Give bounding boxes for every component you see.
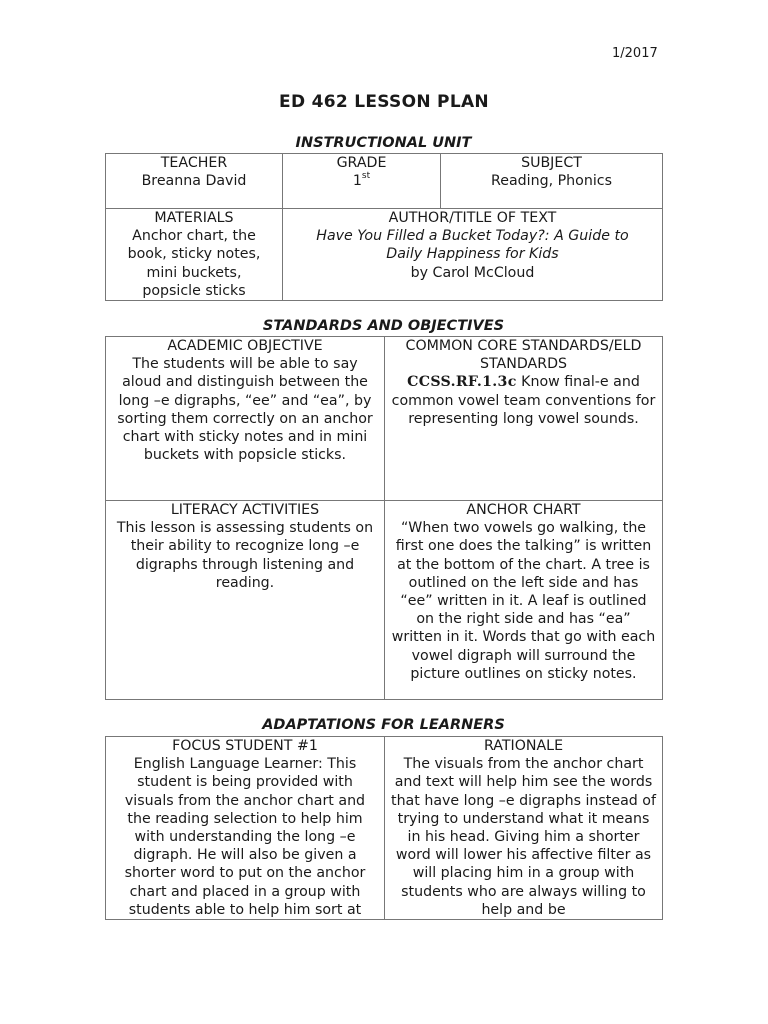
teacher-value: Breanna David	[141, 173, 247, 190]
rationale-cell	[385, 737, 663, 920]
text-label: AUTHOR/TITLE OF TEXT	[388, 210, 557, 226]
focus-student-text: English Language Learner: This student is being provided with visuals from the anchor chart and the reading selection to help him with understanding the long –e digraph. He will also be given a shorter word to put on the anchor chart and placed in a group with students able to help him sort at	[124, 756, 366, 918]
rationale-label: RATIONALE	[483, 738, 564, 754]
page-title: ED 462 LESSON PLAN	[279, 92, 489, 112]
common-core-text	[391, 373, 656, 428]
teacher-label: TEACHER	[160, 155, 228, 171]
rationale-text: The visuals from the anchor chart and text will help him see the words that have long –e digraphs instead of trying to understand what it means in his head. Giving him a shorter word will lower his affective filter as will placing him in a group with students who are always willing to help and be	[391, 756, 656, 918]
subject-label: SUBJECT	[521, 155, 582, 171]
anchor-chart-label: ANCHOR CHART	[466, 502, 581, 518]
materials-label: MATERIALS	[154, 210, 234, 226]
grade-suffix: st	[361, 171, 371, 182]
academic-objective-text: The students will be able to say aloud and distinguish between the long –e digraphs, “ee” and “ea”, by sorting them correctly on an anchor chart with sticky notes and in mini buckets with popsicle sticks.	[117, 356, 373, 464]
grade-label: GRADE	[336, 155, 387, 171]
focus-student-cell	[106, 737, 385, 920]
materials-value: Anchor chart, the book, sticky notes, mini buckets, popsicle sticks	[127, 228, 261, 299]
focus-student-label: FOCUS STUDENT #1	[172, 738, 318, 754]
subject-cell	[441, 154, 663, 209]
anchor-chart-text: “When two vowels go walking, the first one does the talking” is written at the bottom of the chart. A tree is outlined on the left side and has “ee” written in it. A leaf is outlined on the right side and has “ea” written in it. Words that go with each vowel digraph will surround the picture outlines on sticky notes.	[391, 520, 656, 682]
common-core-label: COMMON CORE STANDARDS/ELD STANDARDS	[405, 338, 642, 373]
common-core-cell	[385, 337, 663, 501]
literacy-activities-text: This lesson is assessing students on their ability to recognize long –e digraphs through listening and reading.	[116, 520, 374, 591]
instructional-unit-heading: INSTRUCTIONAL UNIT	[295, 135, 472, 151]
literacy-activities-cell	[106, 501, 385, 700]
instructional-unit-table	[105, 153, 663, 301]
adaptations-table	[105, 736, 663, 920]
adaptations-heading: ADAPTATIONS FOR LEARNERS	[262, 717, 505, 733]
grade-number: 1	[352, 173, 362, 190]
literacy-activities-label: LITERACY ACTIVITIES	[170, 502, 320, 518]
standards-table	[105, 336, 663, 700]
standards-heading: STANDARDS AND OBJECTIVES	[262, 318, 505, 334]
standard-code: CCSS.RF.1.3c	[407, 374, 517, 391]
text-cell	[283, 209, 663, 301]
text-title: Have You Filled a Bucket Today?: A Guide to Daily Happiness for Kids	[316, 228, 629, 263]
grade-cell	[283, 154, 441, 209]
subject-value: Reading, Phonics	[491, 173, 612, 190]
teacher-cell	[106, 154, 283, 209]
academic-objective-label: ACADEMIC OBJECTIVE	[167, 338, 323, 354]
academic-objective-cell	[106, 337, 385, 501]
anchor-chart-cell	[385, 501, 663, 700]
standard-text: Know final-e and common vowel team conventions for representing long vowel sounds.	[391, 374, 656, 427]
materials-cell	[106, 209, 283, 301]
date-stamp: 1/2017	[612, 46, 658, 61]
text-author: by Carol McCloud	[410, 264, 535, 281]
grade-value	[289, 172, 434, 190]
